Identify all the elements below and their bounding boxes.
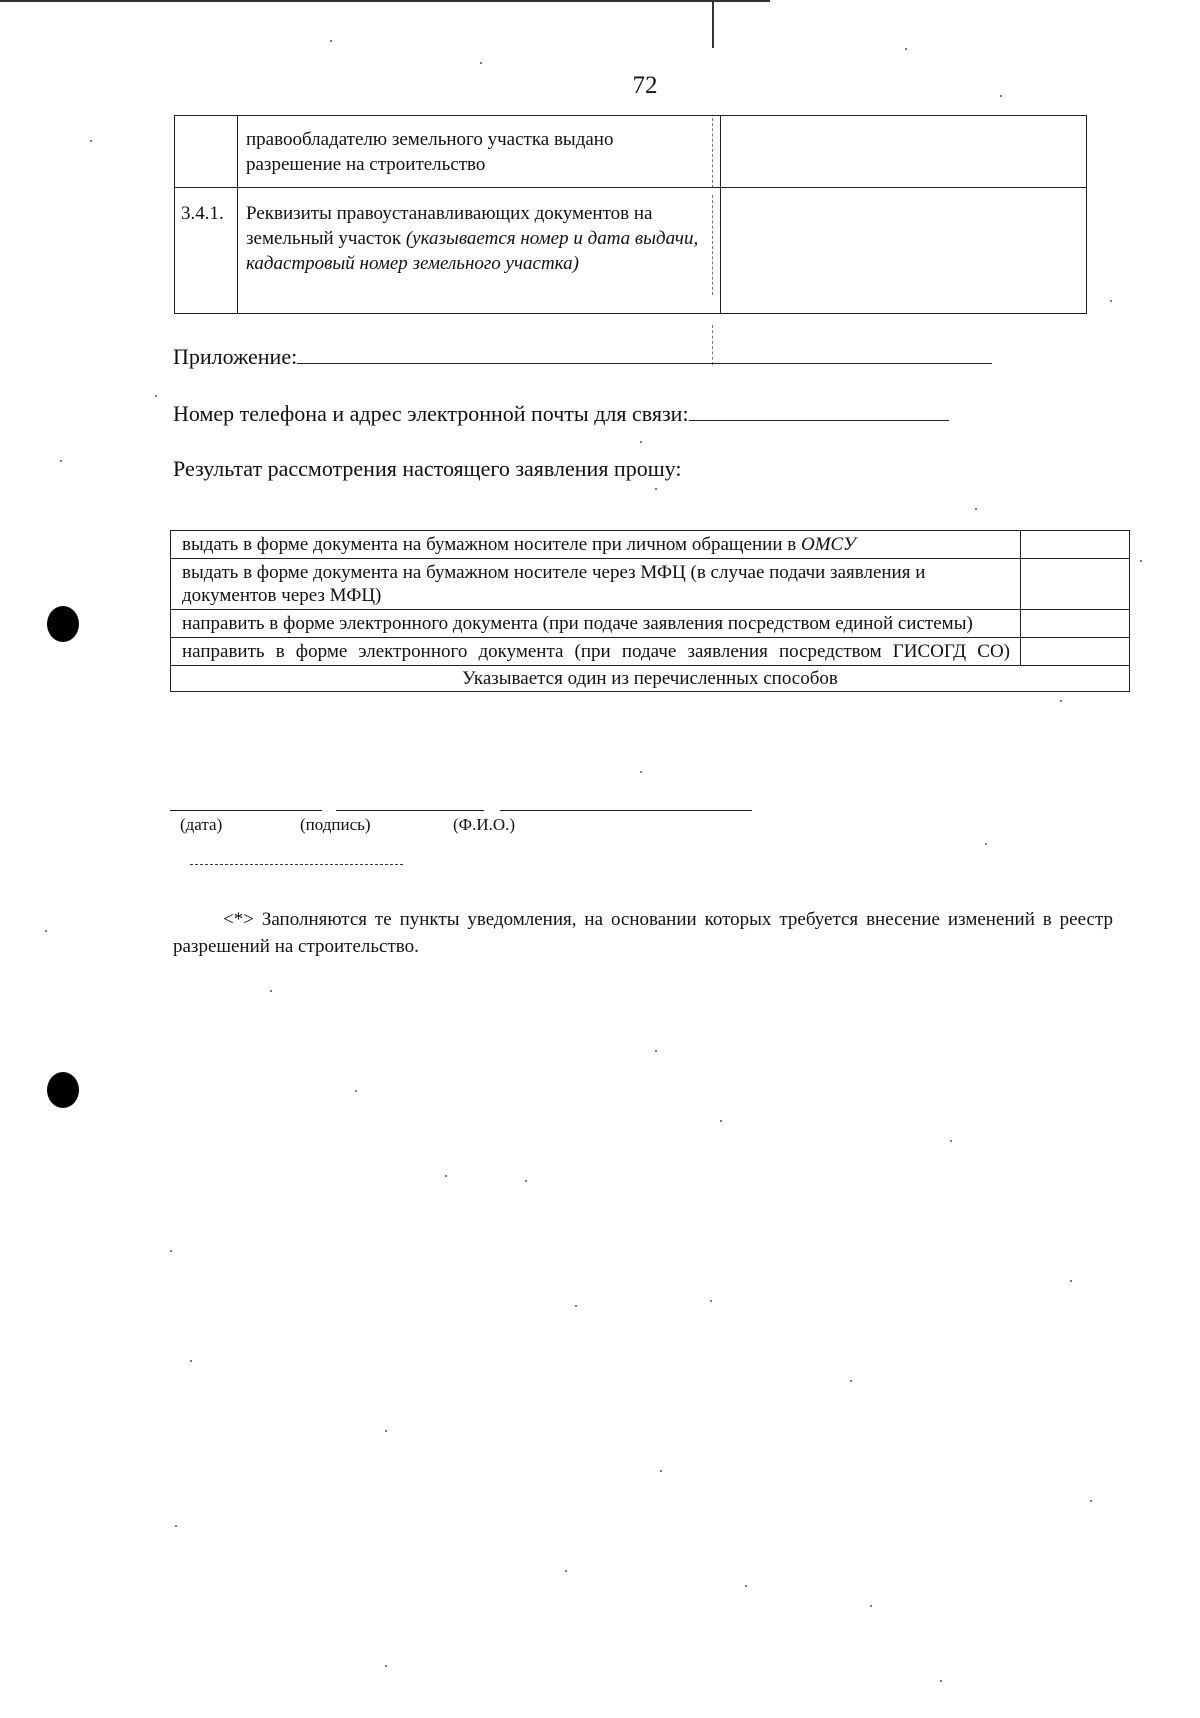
scan-speck [985, 843, 987, 845]
delivery-option-row [171, 531, 1130, 559]
delivery-option-row [171, 638, 1130, 666]
scan-speck [640, 441, 642, 443]
delivery-option-label: выдать в форме документа на бумажном носителе через МФЦ (в случае подачи заявления и документов через МФЦ) [182, 562, 926, 606]
scan-speck [565, 1570, 567, 1572]
delivery-option-row [171, 610, 1130, 638]
name-signature-line[interactable] [500, 810, 752, 811]
scan-speck [870, 1605, 872, 1607]
delivery-option-label: выдать в форме документа на бумажном носителе при личном обращении в [182, 534, 801, 555]
row-description-text: правообладателю земельного участка выдано разрешение на строительство [246, 129, 614, 175]
attachment-field [173, 343, 992, 370]
scan-speck [355, 1090, 357, 1092]
scan-speck [525, 1180, 527, 1182]
footnote-separator [190, 864, 403, 865]
row-number: 3.4.1. [175, 188, 238, 314]
scan-speck [1060, 700, 1062, 702]
punch-hole [47, 606, 79, 642]
scan-speck [975, 508, 977, 510]
details-table [174, 115, 1087, 314]
attachment-label: Приложение: [173, 344, 298, 369]
scan-speck [940, 1680, 942, 1682]
page-number: 72 [632, 72, 658, 99]
scan-speck [385, 1430, 387, 1432]
scan-speck [330, 40, 332, 42]
delivery-option-label: направить в форме электронного документа (при подаче заявления посредством единой системы) [182, 613, 973, 634]
scan-speck [710, 1300, 712, 1302]
scan-speck [950, 1140, 952, 1142]
row-description [238, 116, 721, 188]
date-signature-line[interactable] [170, 810, 322, 811]
scan-speck [745, 1585, 747, 1587]
row-description-italic: (указывается номер и дата выдачи, кадастровый номер земельного участка) [246, 228, 699, 274]
scan-speck [385, 1665, 387, 1667]
delivery-option-label: направить в форме электронного документа (при подаче заявления посредством ГИСОГД СО) [182, 641, 1010, 662]
scan-speck [1140, 560, 1142, 562]
contact-input-line[interactable] [689, 400, 949, 421]
scan-speck [170, 1250, 172, 1252]
scan-speck [720, 1120, 722, 1122]
scan-speck [45, 930, 47, 932]
row-description-text: Реквизиты правоустанавливающих документов на земельный участок [246, 203, 653, 249]
sign-signature-line[interactable] [336, 810, 484, 811]
delivery-options-table [170, 530, 1130, 692]
scan-speck [660, 1470, 662, 1472]
delivery-option-text [171, 531, 1021, 559]
scan-speck [905, 48, 907, 50]
row-value-cell[interactable] [721, 116, 1087, 188]
scan-edge-line [0, 0, 770, 2]
table-row [175, 188, 1087, 314]
scan-speck [190, 1360, 192, 1362]
scan-speck [655, 488, 657, 490]
row-number [175, 116, 238, 188]
scan-speck [1110, 300, 1112, 302]
scan-speck [575, 1305, 577, 1307]
contact-label: Номер телефона и адрес электронной почты для связи: [173, 401, 689, 426]
delivery-option-text [171, 559, 1021, 610]
delivery-option-checkbox[interactable] [1021, 531, 1130, 559]
scan-speck [640, 771, 642, 773]
scan-edge-tick [712, 0, 714, 48]
sign-label: (подпись) [300, 815, 371, 834]
scan-speck [1000, 95, 1002, 97]
scan-speck [270, 990, 272, 992]
contact-field [173, 400, 949, 427]
table-row [175, 116, 1087, 188]
scan-speck [655, 1050, 657, 1052]
scan-speck [1070, 1280, 1072, 1282]
scan-speck [155, 395, 157, 397]
scan-speck [175, 1525, 177, 1527]
delivery-option-row [171, 559, 1130, 610]
scan-speck [1090, 1500, 1092, 1502]
punch-hole [47, 1072, 79, 1108]
delivery-option-label-italic: ОМСУ [800, 534, 856, 555]
delivery-option-checkbox[interactable] [1021, 638, 1130, 666]
result-heading: Результат рассмотрения настоящего заявления прошу: [173, 456, 682, 481]
row-description [238, 188, 721, 314]
scan-speck [445, 1175, 447, 1177]
date-label: (дата) [180, 815, 223, 834]
delivery-option-checkbox[interactable] [1021, 610, 1130, 638]
delivery-note-row [171, 666, 1130, 692]
delivery-note: Указывается один из перечисленных способов [171, 666, 1130, 692]
name-label: (Ф.И.О.) [453, 815, 516, 834]
attachment-input-line[interactable] [297, 343, 992, 364]
scan-speck [480, 62, 482, 64]
footnote: <*> Заполняются те пункты уведомления, на основании которых требуется внесение изменений в реестр разрешений на строительство. [173, 909, 1113, 957]
delivery-option-text [171, 638, 1021, 666]
scan-speck [90, 140, 92, 142]
scan-speck [60, 460, 62, 462]
delivery-option-text [171, 610, 1021, 638]
scan-speck [850, 1380, 852, 1382]
delivery-option-checkbox[interactable] [1021, 559, 1130, 610]
row-value-cell[interactable] [721, 188, 1087, 314]
